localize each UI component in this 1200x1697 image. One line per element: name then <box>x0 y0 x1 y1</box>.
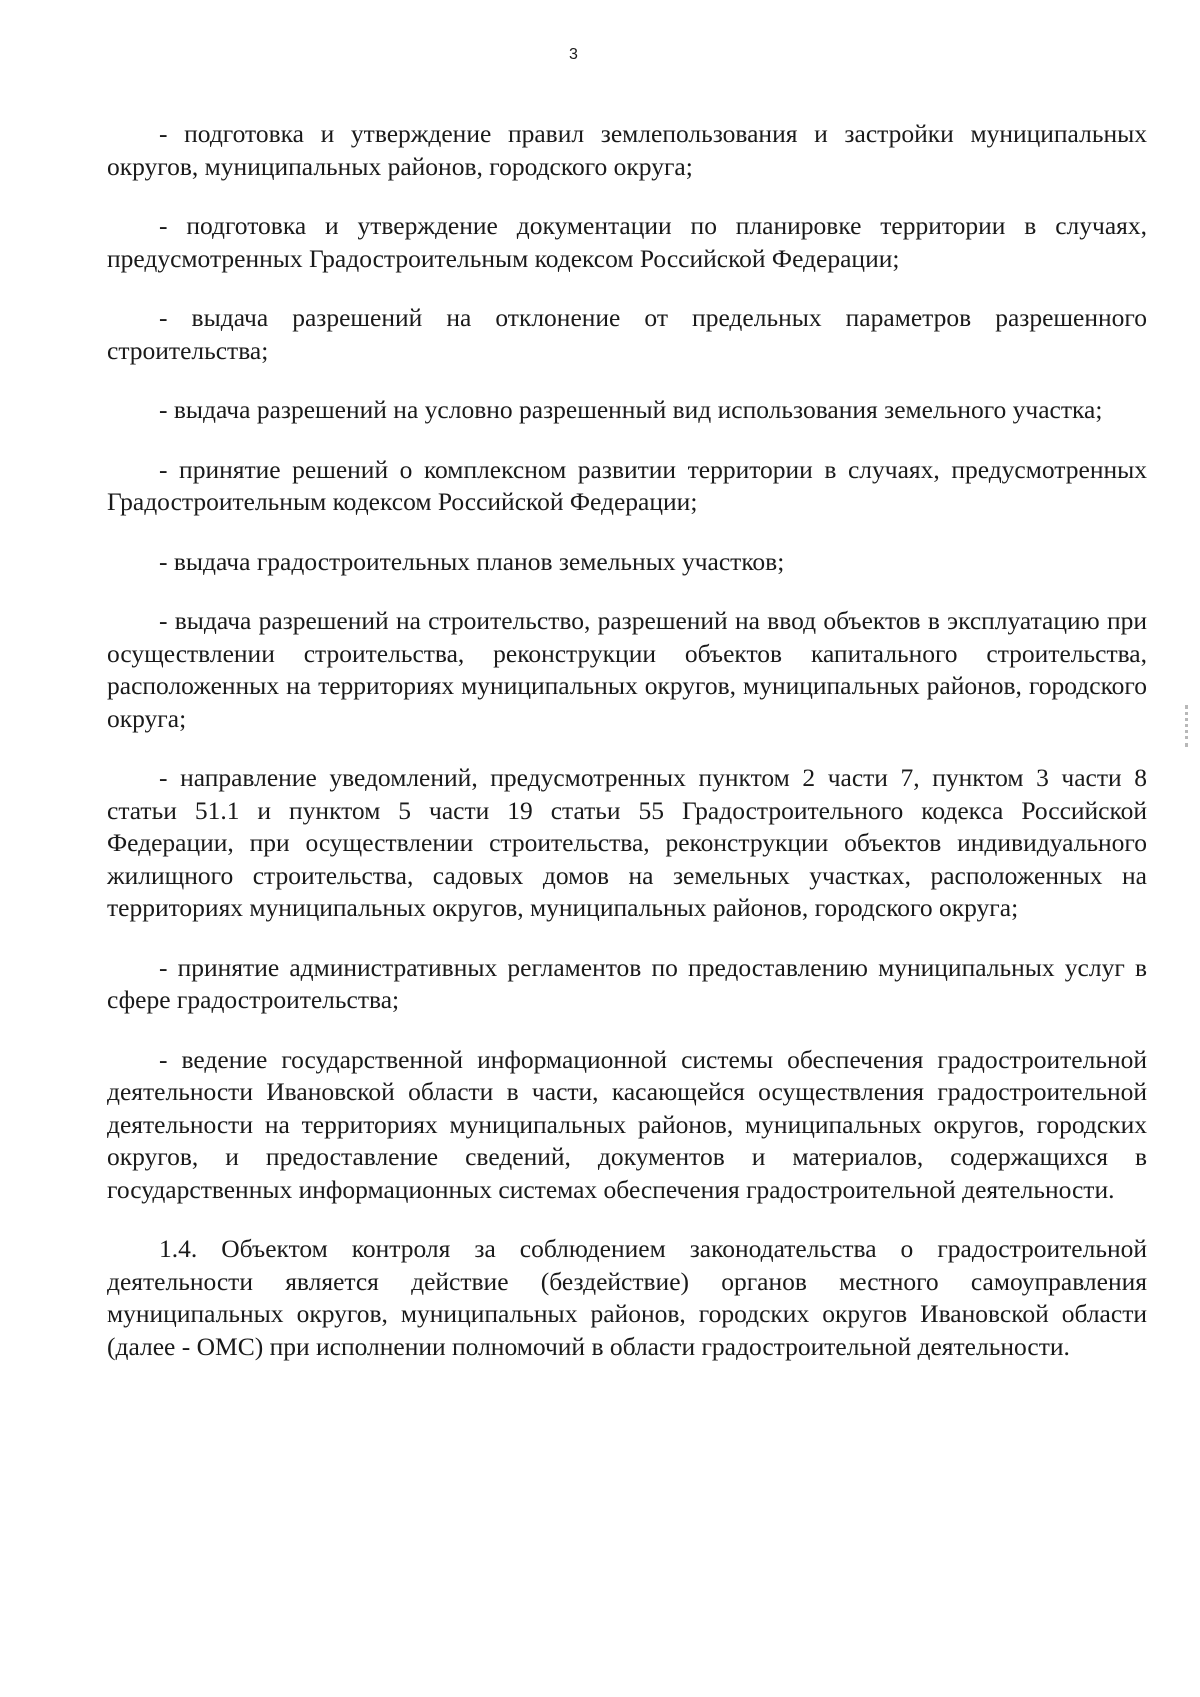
paragraph-administrative-regulations: - принятие административных регламентов по предоставлению муниципальных услуг в сфере градостроительства; <box>107 952 1147 1014</box>
scan-margin-mark <box>1185 705 1191 747</box>
paragraph-planning-documentation: - подготовка и утверждение документации по планировке территории в случаях, предусмотренных Градостроительным кодексом Российской Федерации; <box>107 211 1147 273</box>
paragraph-urban-plans: - выдача градостроительных планов земельных участков; <box>159 546 785 576</box>
page-number: 3 <box>569 46 578 63</box>
paragraph-land-use-rules: - подготовка и утверждение правил землепользования и застройки муниципальных округов, муниципальных районов, городского округа; <box>107 119 1147 181</box>
paragraph-control-object: 1.4. Объектом контроля за соблюдением законодательства о градостроительной деятельности является действие (бездействие) органов местного самоуправления муниципальных округов, муниципальных районов, городских округов Ивановской области (далее - ОМС) при исполнении полномочий в области градостроительной деятельности. <box>107 1234 1147 1361</box>
document-body <box>107 118 1147 1363</box>
paragraph-deviation-permits: - выдача разрешений на отклонение от предельных параметров разрешенного строительства; <box>107 303 1147 365</box>
paragraph-conditional-use-permits: - выдача разрешений на условно разрешенный вид использования земельного участка; <box>159 395 1103 424</box>
paragraph-construction-permits: - выдача разрешений на строительство, разрешений на ввод объектов в эксплуатацию при осуществлении строительства, реконструкции объектов капитального строительства, расположенных на территориях муниципальных округов, муниципальных районов, городского округа; <box>107 606 1147 733</box>
paragraph-information-system: - ведение государственной информационной системы обеспечения градостроительной деятельности Ивановской области в части, касающейся осуществления градостроительной деятельности на территориях муниципальных районов, муниципальных округов, городских округов, и предоставление сведений, документов и материалов, содержащихся в государственных информационных системах обеспечения градостроительной деятельности. <box>107 1044 1147 1204</box>
paragraph-complex-development: - принятие решений о комплексном развитии территории в случаях, предусмотренных Градостроительным кодексом Российской Федерации; <box>107 454 1147 516</box>
paragraph-notifications: - направление уведомлений, предусмотренных пунктом 2 части 7, пунктом 3 части 8 статьи 51.1 и пунктом 5 части 19 статьи 55 Градостроительного кодекса Российской Федерации, при осуществлении строительства, реконструкции объектов индивидуального жилищного строительства, садовых домов на земельных участках, расположенных на территориях муниципальных округов, муниципальных районов, городского округа; <box>107 763 1147 922</box>
